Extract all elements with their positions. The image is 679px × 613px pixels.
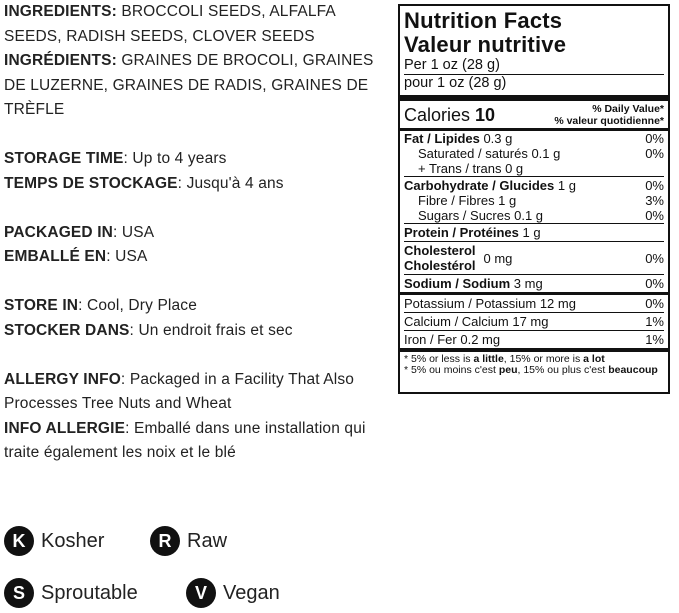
footnote-en: * 5% or less is a little, 15% or more is a lot [404,353,605,365]
footnote-fr: * 5% ou moins c'est peu, 15% ou plus c'est beaucoup [404,364,658,376]
sproutable-badge [4,578,138,608]
nutrition-title-en: Nutrition Facts [404,8,563,33]
raw-badge [150,526,227,556]
sproutable-label: Sproutable [41,581,138,604]
kosher-badge [4,526,104,556]
serving-size-en: Per 1 oz (28 g) [404,57,500,73]
kosher-icon: K [4,526,34,556]
calories-label: Calories [404,104,471,125]
vegan-icon: V [186,578,216,608]
raw-icon: R [150,526,180,556]
protein-row: Protein / Protéines 1 g [404,225,541,240]
iron-row: Iron / Fer 0.2 mg 1% [404,332,664,347]
trans-row: + Trans / trans 0 g [418,161,524,176]
sodium-row: Sodium / Sodium 3 mg 0% [404,276,664,291]
fibre-row: Fibre / Fibres 1 g 3% [418,193,664,208]
raw-label: Raw [187,529,228,552]
calories-value: 10 [475,104,496,125]
serving-size-fr: pour 1 oz (28 g) [404,74,664,92]
saturated-row: Saturated / saturés 0.1 g 0% [418,146,664,161]
calcium-row: Calcium / Calcium 17 mg 1% [404,314,664,329]
daily-value-fr: % valeur quotidienne* [554,115,664,127]
nutrition-facts-panel [398,4,670,394]
calories-row [404,101,664,128]
potassium-row: Potassium / Potassium 12 mg 0% [404,296,664,311]
vegan-badge [186,578,280,608]
kosher-label: Kosher [41,529,105,552]
product-info [4,0,389,466]
ingredients-fr: INGRÉDIENTS: GRAINES DE BROCOLI, GRAINES DE LUZERNE, GRAINES DE RADIS, GRAINES DE TRÈFLE [4,52,374,118]
ingredients-en: INGREDIENTS: BROCCOLI SEEDS, ALFALFA SEEDS, RADISH SEEDS, CLOVER SEEDS [4,3,335,45]
vegan-label: Vegan [223,581,280,604]
allergy-en: ALLERGY INFO: Packaged in a Facility That Also Processes Tree Nuts and Wheat [4,370,355,412]
storage-en: STORAGE TIME: Up to 4 years [4,150,227,167]
sugars-row: Sugars / Sucres 0.1 g 0% [418,208,664,223]
nutrition-title-fr: Valeur nutritive [404,32,567,57]
cholesterol-row: Cholesterol Cholestérol 0 mg 0% [404,243,664,273]
storage-fr: TEMPS DE STOCKAGE: Jusqu'à 4 ans [4,174,284,192]
store-en: STORE IN: Cool, Dry Place [4,297,197,314]
allergy-fr: INFO ALLERGIE: Emballé dans une installation qui traite également les noix et le blé [4,419,366,461]
daily-value-en: % Daily Value* [592,103,664,115]
packaged-en: PACKAGED IN: USA [4,223,155,241]
sproutable-icon: S [4,578,34,608]
store-fr: STOCKER DANS: Un endroit frais et sec [4,321,293,339]
carbohydrate-row: Carbohydrate / Glucides 1 g 0% [404,178,664,193]
fat-row: Fat / Lipides 0.3 g 0% [404,131,664,146]
packaged-fr: EMBALLÉ EN: USA [4,248,148,265]
